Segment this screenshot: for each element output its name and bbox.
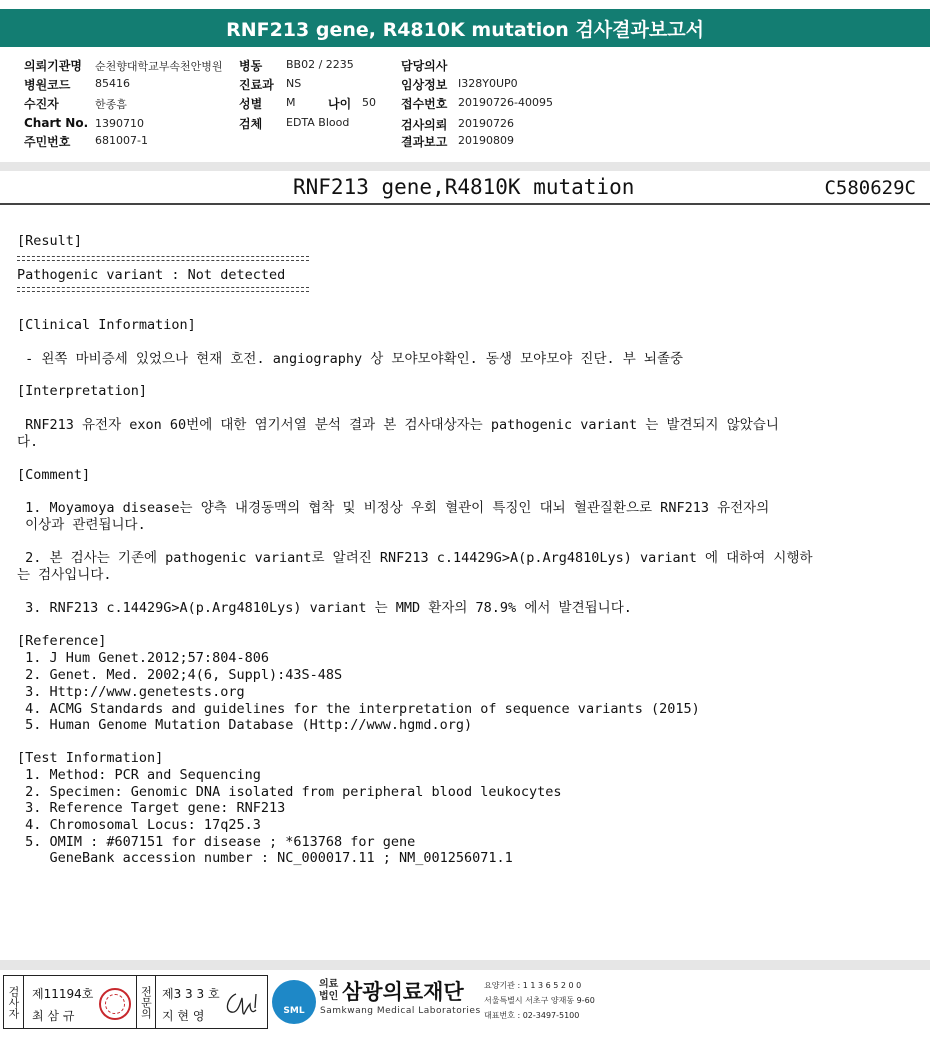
specialist-label [136,976,156,1028]
resident-no-value: 681007-1 [95,134,148,147]
test-info-item: 5. OMIM : #607151 for disease ; *613768 for gene [17,834,416,850]
patient-info-block [0,50,930,162]
divider-band [0,162,930,171]
institution-value: 순천향대학교부속천안병원 [95,60,223,73]
test-info-item: GeneBank accession number : NC_000017.11 ; NM_001256071.1 [17,850,513,866]
clinical-info-label: 임상정보 [401,78,448,92]
doctor-label: 담당의사 [401,59,448,73]
hospital-code-value: 85416 [95,77,130,90]
result-header: [Result] [17,233,83,249]
interpretation-text: RNF213 유전자 exon 60번에 대한 염기서열 분석 결과 본 검사대상자는 pathogenic variant 는 발견되지 않았습니 [17,417,779,433]
org-prefix: 의료법인 [319,979,339,1002]
org-name: 삼광의료재단 [342,980,464,1004]
resident-no-label: 주민번호 [24,135,71,149]
institution-label: 의뢰기관명 [24,59,82,73]
clinical-header: [Clinical Information] [17,317,196,333]
specialist-name: 지 현 영 [162,1009,205,1023]
department-label: 진료과 [239,78,274,92]
footer-divider [0,960,930,970]
seal-stamp-icon [99,988,131,1020]
report-date-label: 결과보고 [401,135,448,149]
test-name: RNF213 gene,R4810K mutation [293,175,635,199]
interpretation-text-2: 다. [17,434,39,450]
report-footer [0,970,930,1040]
sex-value: M [286,96,296,109]
examiner-label-text: 검사자 [7,985,20,1019]
contact-phone: 대표번호 : 02-3497-5100 [484,1011,580,1020]
test-code: C580629C [824,177,916,199]
ward-label: 병동 [239,59,263,73]
test-info-item: 1. Method: PCR and Sequencing [17,767,261,783]
sex-label: 성별 [239,97,263,111]
examiner-name: 최 삼 규 [32,1009,75,1023]
reference-item: 3. Http://www.genetests.org [17,684,245,700]
comment-3: 3. RNF213 c.14429G>A(p.Arg4810Lys) variant 는 MMD 환자의 78.9% 에서 발견됩니다. [17,600,632,616]
contact-license: 요양기관 : 1 1 3 6 5 2 0 0 [484,981,582,990]
comment-header: [Comment] [17,467,91,483]
report-date-value: 20190809 [458,134,514,147]
contact-address: 서울특별시 서초구 양재동 9-60 [484,996,595,1005]
comment-2b: 는 검사입니다. [17,567,112,583]
comment-1b: 이상과 관련됩니다. [17,517,146,533]
test-info-item: 3. Reference Target gene: RNF213 [17,800,286,816]
request-date-value: 20190726 [458,117,514,130]
ward-value: BB02 / 2235 [286,58,354,71]
sml-logo-icon [272,980,316,1024]
hospital-code-label: 병원코드 [24,78,71,92]
test-info-header: [Test Information] [17,750,164,766]
clinical-text: - 왼쪽 마비증세 있었으나 현재 호전. angiography 상 모야모야확인. 동생 모야모야 진단. 부 뇌졸중 [17,351,684,367]
specialist-label-text: 전문의 [139,985,153,1019]
recipient-value: 한종흠 [95,98,127,111]
comment-1a: 1. Moyamoya disease는 양측 내경동맥의 협착 및 비정상 우회 혈관이 특징인 대뇌 혈관질환으로 RNF213 유전자의 [17,500,770,516]
test-info-item: 2. Specimen: Genomic DNA isolated from peripheral blood leukocytes [17,784,562,800]
report-body [0,205,930,960]
age-value: 50 [362,96,376,109]
comment-2a: 2. 본 검사는 기존에 pathogenic variant로 알려진 RNF213 c.14429G>A(p.Arg4810Lys) variant 에 대하여 시행하 [17,550,813,566]
request-date-label: 검사의뢰 [401,118,448,132]
reference-item: 1. J Hum Genet.2012;57:804-806 [17,650,269,666]
result-separator-top [17,256,309,261]
test-info-item: 4. Chromosomal Locus: 17q25.3 [17,817,261,833]
examiner-label [4,976,24,1028]
specialist-license-no: 제3 3 3 호 [162,987,220,1001]
signature-box [3,975,268,1029]
interpretation-header: [Interpretation] [17,383,148,399]
result-separator-bottom [17,287,309,292]
reference-item: 2. Genet. Med. 2002;4(6, Suppl):43S-48S [17,667,343,683]
chart-no-value: 1390710 [95,117,144,130]
signature-icon [222,988,264,1020]
department-value: NS [286,77,302,90]
specimen-value: EDTA Blood [286,116,350,129]
result-text: Pathogenic variant : Not detected [17,267,286,283]
receipt-no-label: 접수번호 [401,97,448,111]
reference-header: [Reference] [17,633,107,649]
report-title: RNF213 gene, R4810K mutation 검사결과보고서 [0,9,930,47]
age-label: 나이 [328,97,352,111]
logo-text: SML [283,1006,305,1016]
recipient-label: 수진자 [24,97,59,111]
specimen-label: 검체 [239,117,263,131]
examiner-license-no: 제11194호 [32,987,94,1001]
org-english-name: Samkwang Medical Laboratories [320,1006,481,1016]
test-header [0,171,930,205]
reference-item: 4. ACMG Standards and guidelines for the interpretation of sequence variants (2015) [17,701,700,717]
receipt-no-value: 20190726-40095 [458,96,553,109]
chart-no-label: Chart No. [24,116,89,130]
clinical-info-value: I328Y0UP0 [458,77,518,90]
reference-item: 5. Human Genome Mutation Database (Http://www.hgmd.org) [17,717,473,733]
